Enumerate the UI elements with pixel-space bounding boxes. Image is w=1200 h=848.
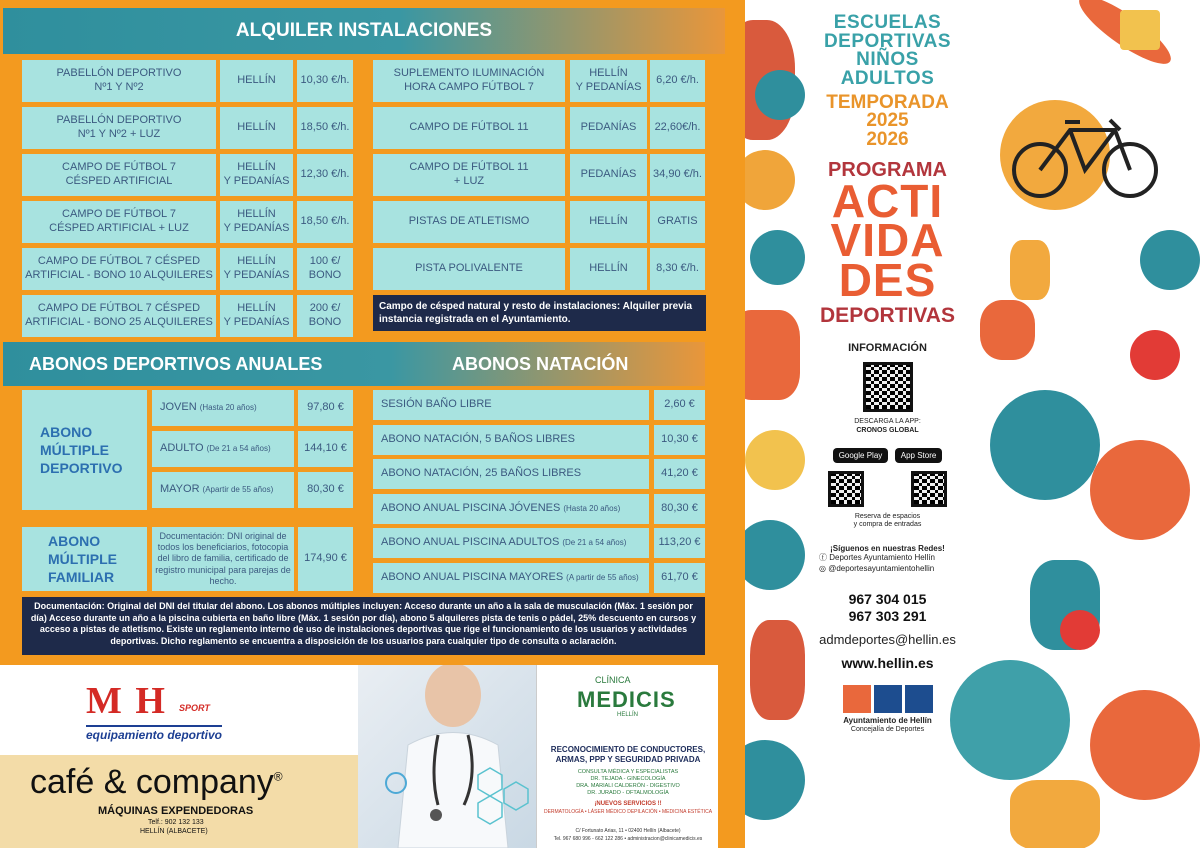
alquiler-location: HELLÍN Y PEDANÍAS [220,201,293,243]
bicycle-icon [1005,100,1165,200]
abono-category-detail: (Hasta 20 años) [199,403,257,412]
cafe-name-text: café & company [30,763,274,801]
facebook-link[interactable] [819,553,970,564]
documentacion-note: Documentación: Original del DNI del titular del abono. Los abonos múltiples incluyen: Acceso durante un año a la sala de musculación (Máx. 1 sesión por día) Acceso durante un año a la piscina cubierta en baño libre (Máx. 1 sesión por día), abono 5 alquileres pista de tenis o pádel, 25% descuento en cursos y acceso a pistas de atletismo. Existe un reglamento interno de uso de instalaciones deportivas que rige el funcionamiento de los usuarios y actividades deportivas. Dicho reglamento se encuentra a disposición de los usuarios para cualquier tipo de consulta o aclaración. [22,597,705,655]
clinic-city: HELLÍN [617,712,639,718]
alquiler-price: 12,30 €/h. [297,154,353,196]
alquiler-price: 22,60€/h. [650,107,705,149]
natacion-item [373,459,649,489]
alquiler-facility: PISTAS DE ATLETISMO [373,201,565,243]
alquiler-location: HELLÍN Y PEDANÍAS [570,60,647,102]
escuelas-title: ESCUELAS DEPORTIVAS NIÑOS ADULTOS [823,12,952,89]
abono-price: 144,10 € [298,431,353,467]
abono-category [152,390,294,426]
clinic-services: DERMATOLOGÍA • LÁSER MÉDICO DEPILACIÓN • MEDICINA ESTÉTICA [543,809,713,815]
clinic-specialist-line: CONSULTA MÉDICA Y ESPECIALISTAS [577,769,679,775]
decor-shape [1090,440,1190,540]
abono-multiple-familiar-label: ABONO MÚLTIPLE FAMILIAR [22,527,147,591]
abono-familiar-price: 174,90 € [298,527,353,591]
clinic-lines [543,769,713,797]
actividades-title: ACTI VIDA DES [830,174,945,306]
decor-shape [755,70,805,120]
natacion-price: 41,20 € [654,459,705,489]
abono-price: 97,80 € [298,390,353,426]
alquiler-price: GRATIS [650,201,705,243]
cover-panel [745,0,1200,848]
deportivas-title: DEPORTIVAS [820,304,955,328]
decor-shape [1010,780,1100,848]
decor-shape [1120,10,1160,50]
alquiler-facility: PABELLÓN DEPORTIVO Nº1 Y Nº2 [22,60,216,102]
google-play-badge[interactable]: Google Play [833,448,889,463]
cafe-reg-mark: ® [273,769,283,784]
abono-category-label: ADULTO [160,442,204,455]
natacion-item-detail: (Hasta 20 años) [563,503,621,513]
phone-1[interactable]: 967 304 015 [848,590,927,607]
natacion-price: 10,30 € [654,425,705,455]
decor-shape [745,150,795,210]
concejalia-name: Concejalía de Deportes [850,725,925,733]
natacion-heading: ABONOS NATACIÓN [452,353,629,374]
clinic-title: RECONOCIMIENTO DE CONDUCTORES, ARMAS, PPP Y SEGURIDAD PRIVADA [550,745,706,764]
athlete-shape [980,300,1035,360]
clinic-specialist-line: DR. TEJADA - GINECOLOGÍA [590,775,666,782]
app-store-badge[interactable]: App Store [895,448,943,463]
app-name: CRONOS GLOBAL [856,426,919,434]
email-link[interactable]: admdeportes@hellin.es [819,631,956,647]
alquiler-price: 8,30 €/h. [650,248,705,290]
natacion-item [373,390,649,420]
clinic-new-services: ¡NUEVOS SERVICIOS !! [594,801,662,807]
abono-price: 80,30 € [298,472,353,508]
decor-shape [950,660,1070,780]
programa-title: PROGRAMA [828,158,947,181]
mh-logo: M H [86,680,167,722]
alquiler-facility: PISTA POLIVALENTE [373,248,565,290]
social-links [805,553,970,575]
alquiler-facility: CAMPO DE FÚTBOL 11 [373,107,565,149]
doctor-photo [358,665,536,848]
decor-shape [745,740,805,820]
ayuntamiento-logo [805,685,970,713]
alquiler-facility: CAMPO DE FÚTBOL 11 + LUZ [373,154,565,196]
facebook-icon: ⓕ [819,553,830,563]
decor-shape [1140,230,1200,290]
ball-icon [1130,330,1180,380]
decor-shape [750,620,805,720]
logo-block [843,685,871,713]
natacion-item-label: ABONO NATACIÓN, 5 BAÑOS LIBRES [381,432,575,445]
alquiler-location: PEDANÍAS [570,107,647,149]
alquiler-facility: CAMPO DE FÚTBOL 7 CÉSPED ARTIFICIAL [22,154,216,196]
natacion-item-detail: (A partir de 55 años) [566,572,639,582]
app-qr-row [805,471,970,507]
natacion-item-label: ABONO ANUAL PISCINA ADULTOS [381,536,560,549]
natacion-item-label: ABONO ANUAL PISCINA JÓVENES [381,501,561,514]
alquiler-location: HELLÍN [220,60,293,102]
abonos-heading: ABONOS DEPORTIVOS ANUALES [29,353,323,374]
descarga-text: DESCARGA LA APP: [854,418,921,426]
decor-shape [750,230,805,285]
alquiler-location: HELLÍN Y PEDANÍAS [220,248,293,290]
informacion-heading: INFORMACIÓN [848,342,927,355]
alquiler-location: HELLÍN Y PEDANÍAS [220,295,293,337]
mh-tagline: equipamiento deportivo [86,725,222,742]
alquiler-facility: CAMPO DE FÚTBOL 7 CÉSPED ARTIFICIAL - BONO 10 ALQUILERES [22,248,216,290]
natacion-item-label: ABONO NATACIÓN, 25 BAÑOS LIBRES [381,467,582,480]
facebook-label: Deportes Ayuntamiento Hellín [829,553,935,563]
abono-category [152,472,294,508]
doctor-illustration [358,665,536,848]
natacion-item [373,563,649,593]
alquiler-location: HELLÍN [220,107,293,149]
instagram-link[interactable] [819,564,970,575]
abono-category-detail: (Apartir de 55 años) [202,485,274,494]
web-link[interactable]: www.hellin.es [841,654,934,671]
abono-category [152,431,294,467]
alquiler-location: PEDANÍAS [570,154,647,196]
cover-column [805,10,970,838]
phone-2[interactable]: 967 303 291 [848,608,927,625]
alquiler-price: 200 €/ BONO [297,295,353,337]
mh-sport-text: SPORT [179,703,210,713]
alquiler-facility: PABELLÓN DEPORTIVO Nº1 Y Nº2 + LUZ [22,107,216,149]
ball-icon [1060,610,1100,650]
natacion-price: 2,60 € [654,390,705,420]
cafe-subtitle: MÁQUINAS EXPENDEDORAS [98,805,254,817]
clinic-specialist-line: DR. JURADO - OFTALMOLOGÍA [587,789,669,796]
alquiler-price: 34,90 €/h. [650,154,705,196]
clinic-top: CLÍNICA [595,675,631,685]
alquiler-facility: CAMPO DE FÚTBOL 7 CÉSPED ARTIFICIAL + LUZ [22,201,216,243]
ayuntamiento-name: Ayuntamiento de Hellín [843,715,932,725]
decor-shape [990,390,1100,500]
decor-shape [745,430,805,490]
logo-block [905,685,933,713]
natacion-item [373,494,649,524]
clinic-contact: Tel. 967 680 996 - 662 122 286 • administracion@clinicamedicis.es [553,836,703,842]
alquiler-location: HELLÍN [570,201,647,243]
left-illustration-strip [745,0,805,848]
decor-shape [1090,690,1200,800]
cafe-phone: Telf.: 902 132 133 [148,819,204,826]
android-qr-code[interactable] [828,471,864,507]
natacion-item [373,425,649,455]
natacion-price: 61,70 € [654,563,705,593]
alquiler-price: 18,50 €/h. [297,107,353,149]
decor-shape [1010,240,1050,300]
alquiler-facility: CAMPO DE FÚTBOL 7 CÉSPED ARTIFICIAL - BONO 25 ALQUILERES [22,295,216,337]
left-panel [0,0,745,665]
instagram-label: @deportesayuntamientohellin [828,564,935,574]
decor-shape [745,520,805,590]
cafe-company-ad [0,755,358,848]
alquiler-heading: ALQUILER INSTALACIONES [3,8,725,54]
instagram-icon: ◎ [819,564,829,574]
alquiler-price: 6,20 €/h. [650,60,705,102]
natacion-item-label: SESIÓN BAÑO LIBRE [381,398,492,411]
info-qr-code[interactable] [863,362,913,412]
abonos-heading-band [3,342,705,386]
abono-familiar-doc: Documentación: DNI original de todos los beneficiarios, fotocopia del libro de familia, certificado de registro municipal para parejas de hecho. [152,527,294,591]
orange-margin [718,665,745,848]
alquiler-note: Campo de césped natural y resto de instalaciones: Alquiler previa instancia registrada en el Ayuntamiento. [373,295,706,331]
ios-qr-code[interactable] [911,471,947,507]
alquiler-location: HELLÍN Y PEDANÍAS [220,154,293,196]
store-badges [805,445,970,463]
natacion-item-label: ABONO ANUAL PISCINA MAYORES [381,570,564,583]
abono-category-label: MAYOR [160,483,200,496]
alquiler-location: HELLÍN [570,248,647,290]
alquiler-price: 100 €/ BONO [297,248,353,290]
abono-category-label: JOVEN [160,401,197,414]
natacion-item-detail: (De 21 a 54 años) [562,538,627,547]
natacion-item [373,528,649,558]
clinic-address: C/ Fortunato Arias, 11 • 02400 Hellín (Albacete) [575,828,681,834]
logo-block [874,685,902,713]
clinic-specialist-line: DRA. MARIALI CALDERÓN - DIGESTIVO [576,782,680,789]
clinica-medicis-ad [536,665,718,848]
cafe-city: HELLÍN (ALBACETE) [140,828,208,835]
abono-multiple-deportivo-label: ABONO MÚLTIPLE DEPORTIVO [22,390,147,510]
reserva-text: Reserva de espacios y compra de entradas [853,513,922,529]
mh-sport-ad [0,665,358,755]
abono-category-detail: (De 21 a 54 años) [206,444,271,453]
temporada-title: TEMPORADA 2025 2026 [826,92,949,150]
alquiler-price: 18,50 €/h. [297,201,353,243]
alquiler-price: 10,30 €/h. [297,60,353,102]
decor-shape [745,310,800,400]
right-illustration [970,0,1200,848]
natacion-price: 80,30 € [654,494,705,524]
alquiler-facility: SUPLEMENTO ILUMINACIÓN HORA CAMPO FÚTBOL 7 [373,60,565,102]
siguenos-text: ¡Síguenos en nuestras Redes! [830,543,945,553]
cafe-name [30,763,283,802]
natacion-price: 113,20 € [654,528,705,558]
clinic-name: MEDICIS [577,687,676,712]
